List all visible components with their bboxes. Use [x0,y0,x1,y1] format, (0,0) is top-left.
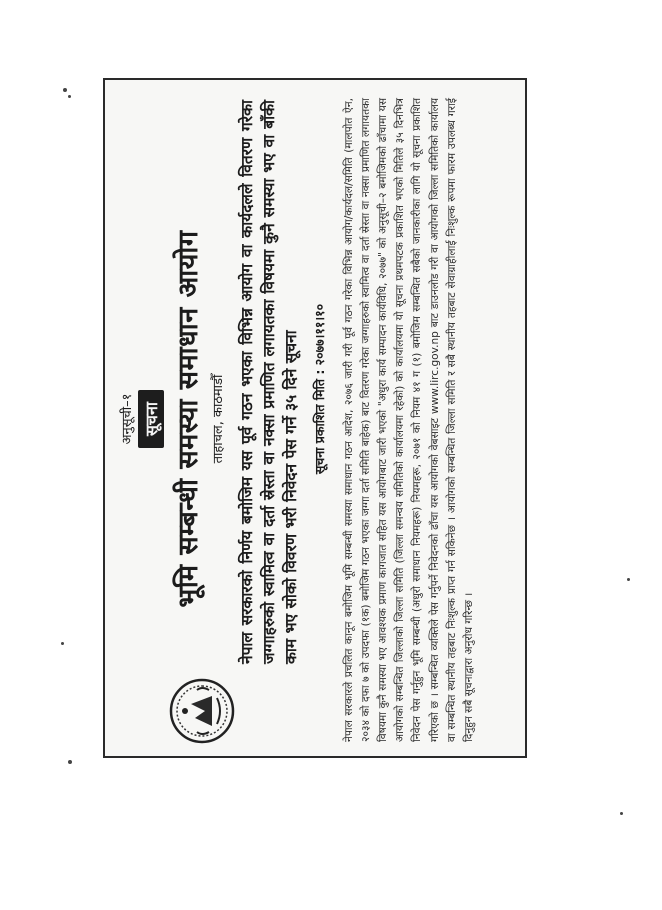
commission-address: ताहाचल, काठमाडौँ [211,374,226,464]
scan-speck [68,95,71,98]
scan-speck [627,578,630,581]
notice-label-badge: सूचना [138,390,164,448]
notice-body: नेपाल सरकारले प्रचलित कानून बमोजिम भूमि सम्बन्धी समस्या समाधान गठन आदेश, २०७६ जारी गरी पूर्व गठन गरेका विभिन्न आयोग/कार्यदल/समिति (मालपोत ऐन, २०३४ को दफा ७ को उपदफा (१क) बमोजिम गठन भएका जग्गा दर्ता समिति बाहेक) बाट वितरण गरेका जग्गाहरुको स्वामित्व वा दर्ता स्रेस्ता वा नक्सा प्रमाणित लगायतका विषयमा कुनै समस्या भए आवश्यक प्रमाण कागजात सहित यस आयोगबाट जारी भएको "अधुरा कार्य सम्पादन कार्यविधि, २०७७" को अनुसूची–२ बमोजिमको ढाँचामा यस आयोगको सम्बन्धित जिल्लाको जिल्ला समिति (जिल्ला समन्वय समितिको कार्यालयमा रहेको) को कार्यालयमा यो सूचना प्रथमपटक प्रकाशित भएको मितिले ३५ दिनभित्र निवेदन पेस गर्नुहुन भूमि सम्बन्धी (अधुरो समाधान नियमहरू) नियमहरू, २०७१ को नियम ४१ ग (१) बमोजिम सम्बन्धित सबैको जानकारीका लागि यो सूचना प्रकाशित गरिएको छ । सम्बन्धित व्यक्तिले पेस गर्नुपर्ने निवेदनको ढाँचा यस आयोगको वेबसाइट www.lirc.gov.np बाट डाउनलोड गरी वा आयोगको जिल्ला समितिको कार्यालय वा सम्बन्धित स्थानीय तहबाट निःशुल्क प्राप्त गर्न सकिनेछ । आयोगको सम्बन्धित जिल्ला समिति र सबै स्थानीय तहबाट सेवाग्राहीलाई निःशुल्क रूपमा फारम उपलब्ध गराई दिनुहुन सबै सूचनाद्वारा अनुरोध गरिन्छ । [342,98,475,742]
annex-label: अनुसूची–१ [120,393,135,445]
publication-date: सूचना प्रकाशित मिति : २०७७।११।१० [312,303,327,475]
notice-box [103,78,527,758]
scan-speck [61,642,64,645]
notice-headline: नेपाल सरकारको निर्णय बमोजिम यस पूर्व गठन भएका विभिन्न आयोग वा कार्यदलले वितरण गरेका जग्गाहरुको स्वामित्व वा दर्ता स्रेस्ता वा नक्सा प्रमाणित लगायतका विषयमा कुनै समस्या भए वा बाँकी काम भए सोको विवरण भरी निवेदन पेस गर्ने ३५ दिने सूचना [238,100,300,664]
commission-title: भूमि सम्बन्धी समस्या समाधान आयोग [173,230,204,608]
scan-speck [68,760,72,764]
scan-speck [620,812,623,815]
scan-speck [63,88,67,92]
nepal-government-emblem-icon [167,676,237,746]
